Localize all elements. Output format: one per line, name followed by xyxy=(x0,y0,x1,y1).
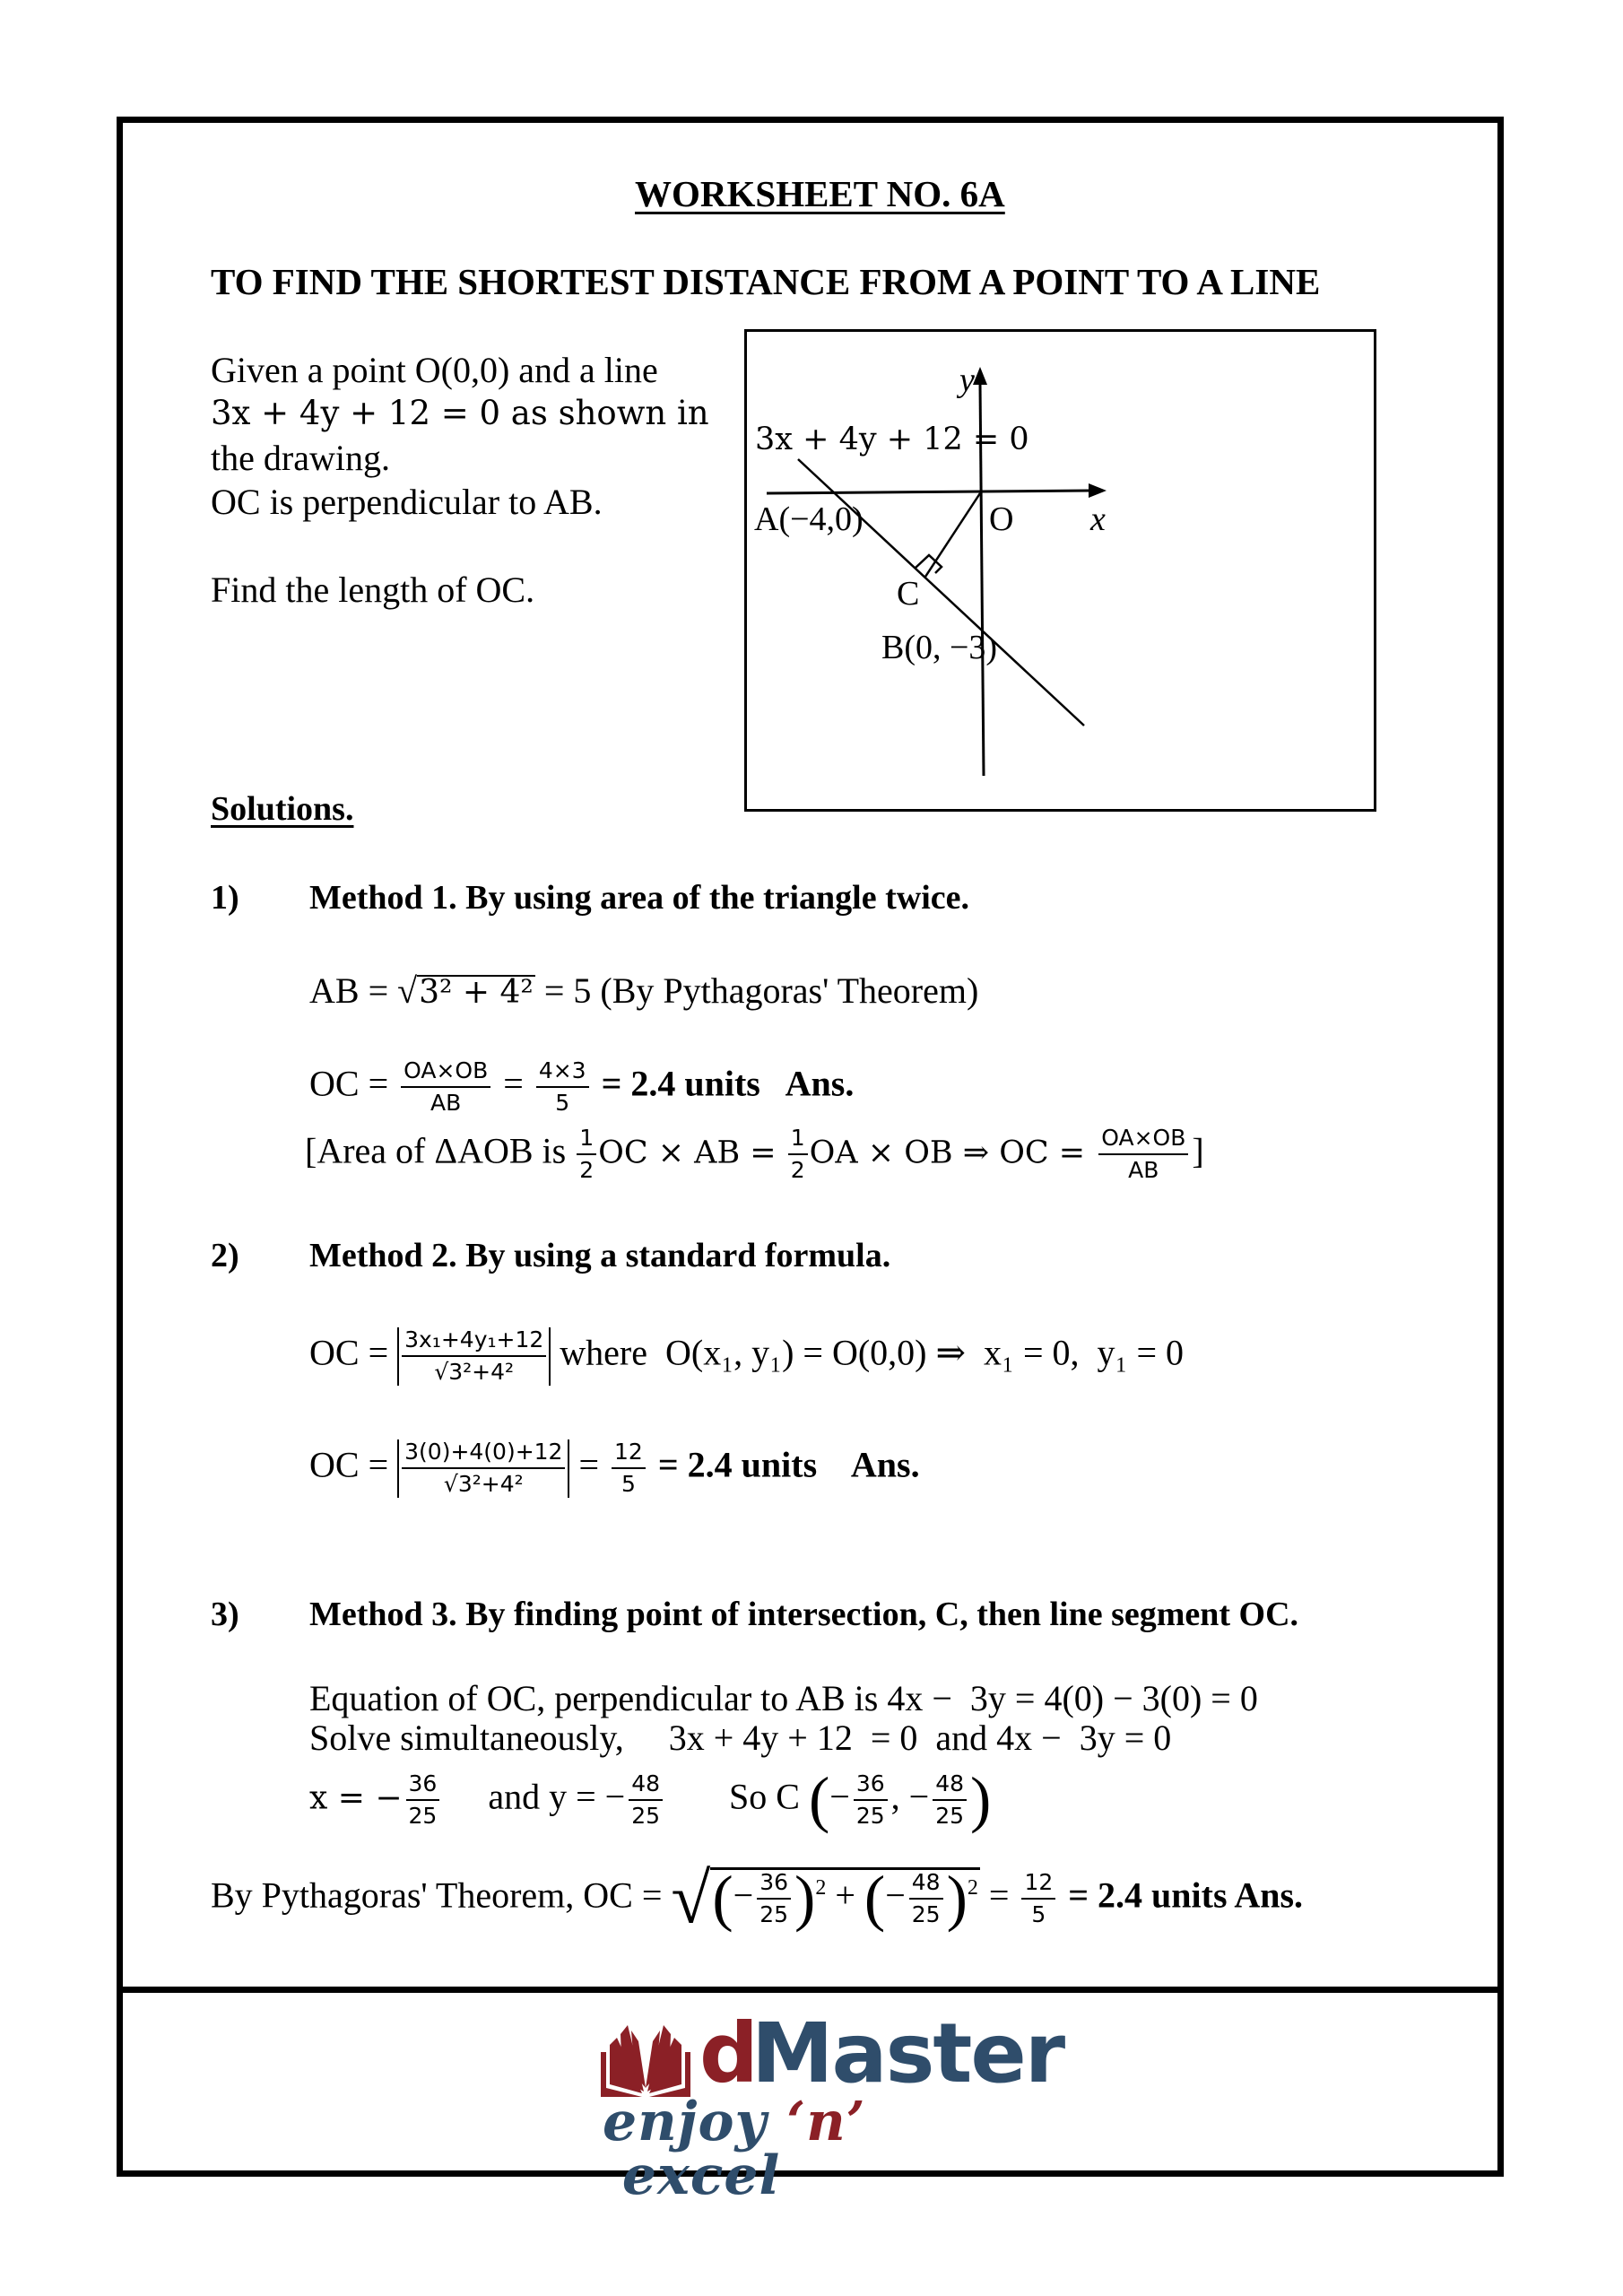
fraction: $\frac{OA\times OB}{AB}$ xyxy=(1098,1126,1188,1184)
line-ab xyxy=(798,459,1084,726)
problem-line: Given a point O(0,0) and a line xyxy=(211,350,658,390)
x-axis-label: x xyxy=(1090,500,1106,538)
fraction: $\frac{36}{25}$ xyxy=(406,1771,440,1830)
fraction: $\frac{4\times 3}{5}$ xyxy=(536,1058,589,1117)
method-title: Method 1. By using area of the triangle twice. xyxy=(309,879,969,917)
problem-line: the drawing. xyxy=(211,438,390,478)
method-1-answer: = 2.4 units Ans. xyxy=(592,1063,855,1104)
diagram-svg xyxy=(744,329,1376,812)
solutions-heading: Solutions. xyxy=(211,790,354,828)
fraction: $\frac{12}{5}$ xyxy=(612,1439,646,1498)
ab-equation: AB = √3² + 4² = 5 (By Pythagoras' Theorem) xyxy=(309,970,979,1011)
dmaster-logo xyxy=(599,2005,1064,2207)
open-book-icon xyxy=(601,2025,690,2099)
fraction: $\frac{48}{25}$ xyxy=(909,1870,943,1928)
fraction: $\frac{48}{25}$ xyxy=(933,1771,967,1830)
fraction: $\frac{12}{5}$ xyxy=(1021,1870,1055,1928)
absolute-value xyxy=(397,1439,569,1498)
diagram-equation-label: 3x + 4y + 12 = 0 xyxy=(755,422,1029,457)
worksheet-subtitle: TO FIND THE SHORTEST DISTANCE FROM A POINT TO A LINE xyxy=(211,261,1321,302)
fraction: $\frac{48}{25}$ xyxy=(629,1771,663,1830)
fraction: $\frac{3(0)+4(0)+12}{\text{√3²+4²}}$ xyxy=(402,1439,565,1498)
perpendicular-equation: Equation of OC, perpendicular to AB is 4x − 3y = 4(0) − 3(0) = 0 xyxy=(309,1678,1258,1718)
distance-formula: OC = $\frac{\text{3x₁+4y₁+12}}{\text{√3²+4²}}$ where O(x₁, y₁) = O(0,0) ⇒ x₁ = 0, y₁ = 0 xyxy=(309,1326,1185,1385)
problem-line: 3x + 4y + 12 = 0 as shown in xyxy=(211,394,709,432)
y-axis-label: y xyxy=(959,361,975,399)
x-axis-arrow-icon xyxy=(1089,483,1107,498)
method-title: Method 2. By using a standard formula. xyxy=(309,1237,891,1274)
absolute-value xyxy=(397,1327,551,1386)
y-axis-arrow-icon xyxy=(973,367,987,385)
ab-radicand: 3² + 4² xyxy=(419,974,534,1011)
fraction: $\frac{1}{2}$ xyxy=(577,1126,596,1184)
point-b-label: B(0, −3) xyxy=(881,629,998,666)
worksheet-title: WORKSHEET NO. 6A xyxy=(635,173,1005,214)
method-number: 1) xyxy=(211,879,239,917)
pythagoras-result: By Pythagoras' Theorem, OC = √(− $\frac{36}{25}$ )$^2$ + (− $\frac{48}{25}$ )$^2$ = $\frac{12}{5}$ = 2.4 units Ans. xyxy=(211,1859,1304,1939)
x-axis-line xyxy=(767,491,1089,493)
oc-area-equation: OC = $\frac{OA\times OB}{AB}$ = $\frac{4\times 3}{5}$ = 2.4 units Ans. xyxy=(309,1057,855,1116)
fraction: $\frac{36}{25}$ xyxy=(757,1870,791,1928)
method-3-answer: = 2.4 units Ans. xyxy=(1059,1874,1304,1916)
coordinate-diagram xyxy=(744,329,1376,812)
method-number: 2) xyxy=(211,1237,239,1274)
point-c-label: C xyxy=(897,575,920,613)
problem-line: OC is perpendicular to AB. xyxy=(211,482,603,522)
origin-label: O xyxy=(989,500,1014,538)
fraction: $\frac{1}{2}$ xyxy=(788,1126,808,1184)
logo-d: d xyxy=(699,2005,757,2101)
distance-substitution: OC = $\frac{3(0)+4(0)+12}{\text{√3²+4²}}$ = $\frac{12}{5}$ = 2.4 units Ans. xyxy=(309,1439,920,1497)
method-title: Method 3. By finding point of intersection, C, then line segment OC. xyxy=(309,1596,1299,1633)
point-a-label: A(−4,0) xyxy=(754,500,864,538)
fraction: $\frac{OA\times OB}{AB}$ xyxy=(401,1058,490,1117)
footer-divider xyxy=(117,1987,1504,1993)
method-number: 3) xyxy=(211,1596,239,1633)
logo-tagline: enjoy ‘n’ excel xyxy=(603,2091,866,2207)
segment-oc xyxy=(925,493,980,577)
area-note: [Area of ΔAOB is $\frac{1}{2}$ OC × AB = $\frac{1}{2}$ OA × OB ⇒ OC = $\frac{OA\times OB}{AB}$ ] xyxy=(305,1125,1204,1183)
method-2-answer: = 2.4 units Ans. xyxy=(648,1444,920,1485)
fraction: $\frac{36}{25}$ xyxy=(854,1771,888,1830)
logo-master: Master xyxy=(751,2005,1064,2101)
fraction: $\frac{\text{3x₁+4y₁+12}}{\text{√3²+4²}}$ xyxy=(402,1327,546,1386)
simultaneous-equations: Solve simultaneously, 3x + 4y + 12 = 0 and 4x − 3y = 0 xyxy=(309,1718,1172,1758)
intersection-values: x = − $\frac{36}{25}$ and y = − $\frac{48}{25}$ So C (− $\frac{36}{25}$ , − $\frac{48}{25}$ ) xyxy=(309,1765,992,1835)
problem-question: Find the length of OC. xyxy=(211,570,535,610)
